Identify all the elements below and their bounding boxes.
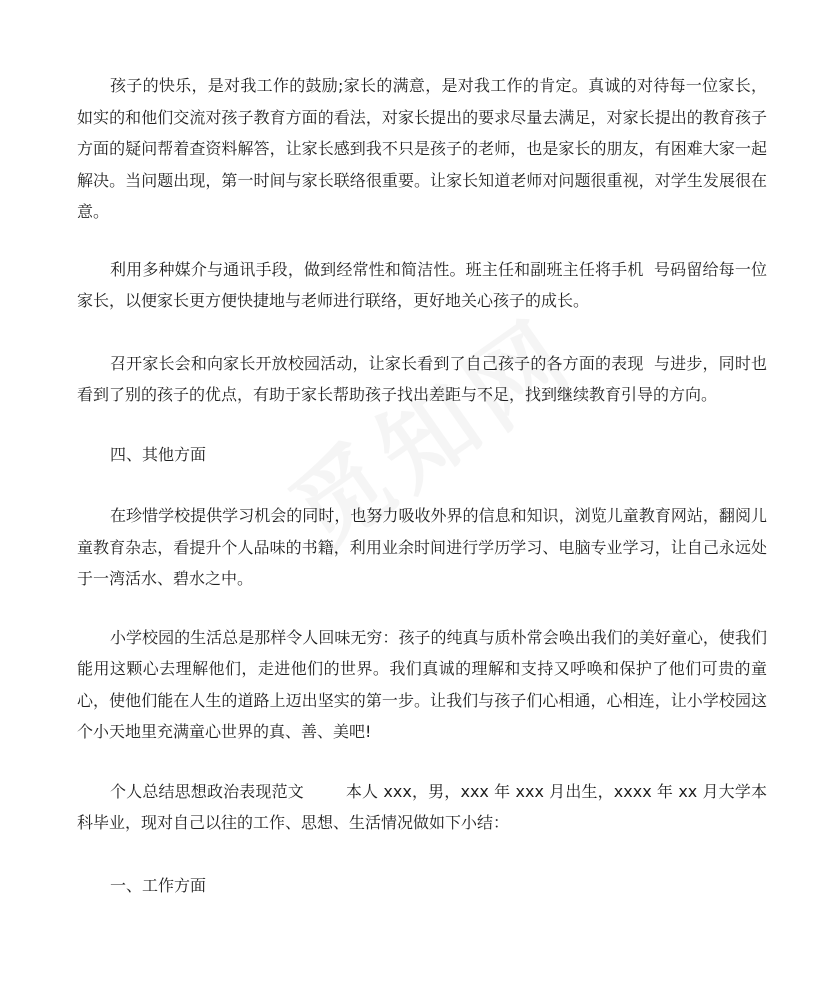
paragraph-parent-communication: 孩子的快乐，是对我工作的鼓励;家长的满意，是对我工作的肯定。真诚的对待每一位家长，如实的和他们交流对孩子教育方面的看法，对家长提出的要求尽量去满足，对家长提出的教育孩子方面的疑问帮着查资料解答，让家长感到我不只是孩子的老师，也是家长的朋友，有困难大家一起解决。当问题出现，第一时间与家长联络很重要。让家长知道老师对问题很重视，对学生发展很在意。 xyxy=(77,76,767,221)
document-body xyxy=(77,70,767,901)
paragraph-summary-intro: 个人总结思想政治表现范文 本人 xxx，男，xxx 年 xxx 月出生，xxxx 年 xx 月大学本科毕业，现对自己以往的工作、思想、生活情况做如下小结： xyxy=(77,781,767,832)
paragraph-campus-life: 小学校园的生活总是那样令人回味无穷：孩子的纯真与质朴常会唤出我们的美好童心，使我们能用这颗心去理解他们，走进他们的世界。我们真诚的理解和支持又呼唤和保护了他们可贵的童心，使他们能在人生的道路上迈出坚实的第一步。让我们与孩子们心相通，心相连，让小学校园这个小天地里充满童心世界的真、善、美吧! xyxy=(77,627,767,741)
paragraph-learning: 在珍惜学校提供学习机会的同时，也努力吸收外界的信息和知识，浏览儿童教育网站，翻阅儿童教育杂志，看提升个人品味的书籍，利用业余时间进行学历学习、电脑专业学习，让自己永远处于一湾活水、碧水之中。 xyxy=(77,506,767,588)
section-heading-work: 一、工作方面 xyxy=(110,875,207,895)
paragraph-media-contact: 利用多种媒介与通讯手段，做到经常性和简洁性。班主任和副班主任将手机 号码留给每一位家长，以便家长更方便快捷地与老师进行联络，更好地关心孩子的成长。 xyxy=(77,259,767,310)
paragraph-parent-meeting: 召开家长会和向家长开放校园活动，让家长看到了自己孩子的各方面的表现 与进步，同时也看到了别的孩子的优点，有助于家长帮助孩子找出差距与不足，找到继续教育引导的方向。 xyxy=(77,353,767,404)
section-heading-other: 四、其他方面 xyxy=(110,444,207,464)
